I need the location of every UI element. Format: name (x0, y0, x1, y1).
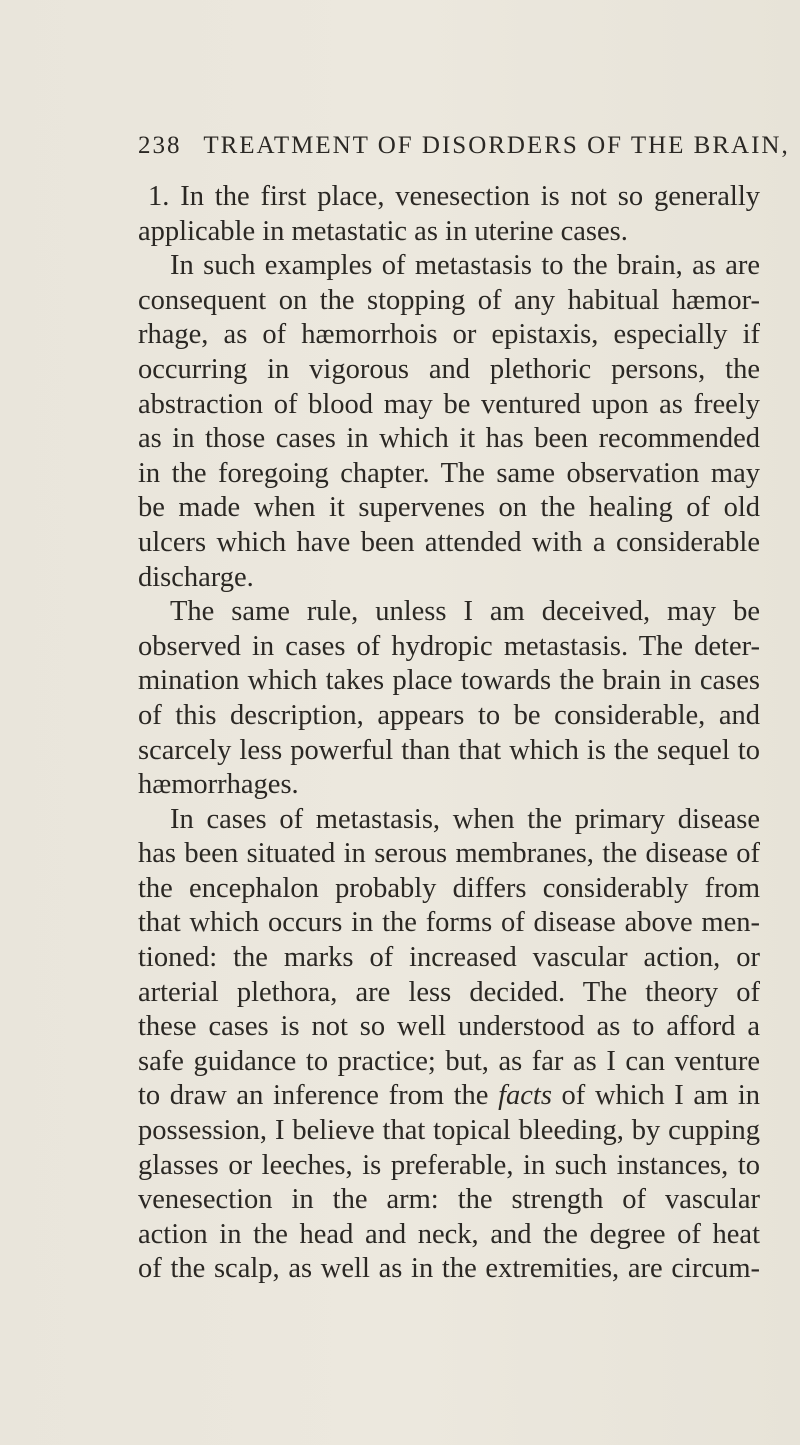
text-line: safe guidance to practice; but, as far as I can venture (138, 1045, 760, 1077)
text-line: these cases is not so well understood as to afford a (138, 1011, 760, 1043)
body-text (138, 180, 760, 1287)
text-line: in the foregoing chapter. The same observation may (138, 457, 760, 489)
text-line: glasses or leeches, is preferable, in such instances, to (138, 1149, 760, 1181)
text-line: tioned: the marks of increased vascular action, or (138, 942, 760, 974)
text-line: applicable in metastatic as in uterine cases. (138, 215, 628, 247)
text-line: In such examples of metastasis to the brain, as are (170, 250, 760, 282)
text-line: action in the head and neck, and the degree of heat (138, 1218, 760, 1250)
page-number: 238 (138, 132, 182, 159)
text-line: abstraction of blood may be ventured upon as freely (138, 388, 760, 420)
text-line: arterial plethora, are less decided. The theory of (138, 976, 760, 1008)
text-line: as in those cases in which it has been recommended (138, 423, 760, 455)
italic-line-before: to draw an inference from the (138, 1080, 499, 1112)
text-line: discharge. (138, 561, 254, 593)
text-line: venesection in the arm: the strength of vascular (138, 1184, 760, 1216)
text-line: of the scalp, as well as in the extremities, are circum- (138, 1253, 760, 1285)
running-title: TREATMENT OF DISORDERS OF THE BRAIN, (203, 132, 790, 159)
text-line: ulcers which have been attended with a considerable (138, 526, 760, 558)
text-line: occurring in vigorous and plethoric persons, the (138, 353, 760, 385)
text-line: mination which takes place towards the brain in cases (138, 665, 760, 697)
text-line: the encephalon probably differs considerably from (138, 872, 760, 904)
text-line-with-italic (138, 1079, 760, 1114)
text-line: possession, I believe that topical bleeding, by cupping (138, 1115, 760, 1147)
text-line: of this description, appears to be considerable, and (138, 699, 760, 731)
text-line: The same rule, unless I am deceived, may be (170, 596, 760, 628)
text-line: observed in cases of hydropic metastasis. The deter- (138, 630, 760, 662)
text-line: scarcely less powerful than that which is the sequel to (138, 734, 760, 766)
text-line: has been situated in serous membranes, the disease of (138, 838, 760, 870)
text-line: In cases of metastasis, when the primary disease (170, 803, 760, 835)
italic-word: facts (498, 1080, 552, 1112)
text-line: consequent on the stopping of any habitual hæmor- (138, 284, 760, 316)
text-line: 1. In the first place, venesection is not so generally (148, 181, 760, 212)
text-line: that which occurs in the forms of disease above men- (138, 907, 760, 939)
running-header (138, 132, 790, 172)
text-line: be made when it supervenes on the healing of old (138, 492, 760, 524)
text-line: hæmorrhages. (138, 769, 299, 801)
text-line: rhage, as of hæmorrhois or epistaxis, especially if (138, 319, 760, 351)
italic-line-after: of which I am in (551, 1080, 760, 1112)
